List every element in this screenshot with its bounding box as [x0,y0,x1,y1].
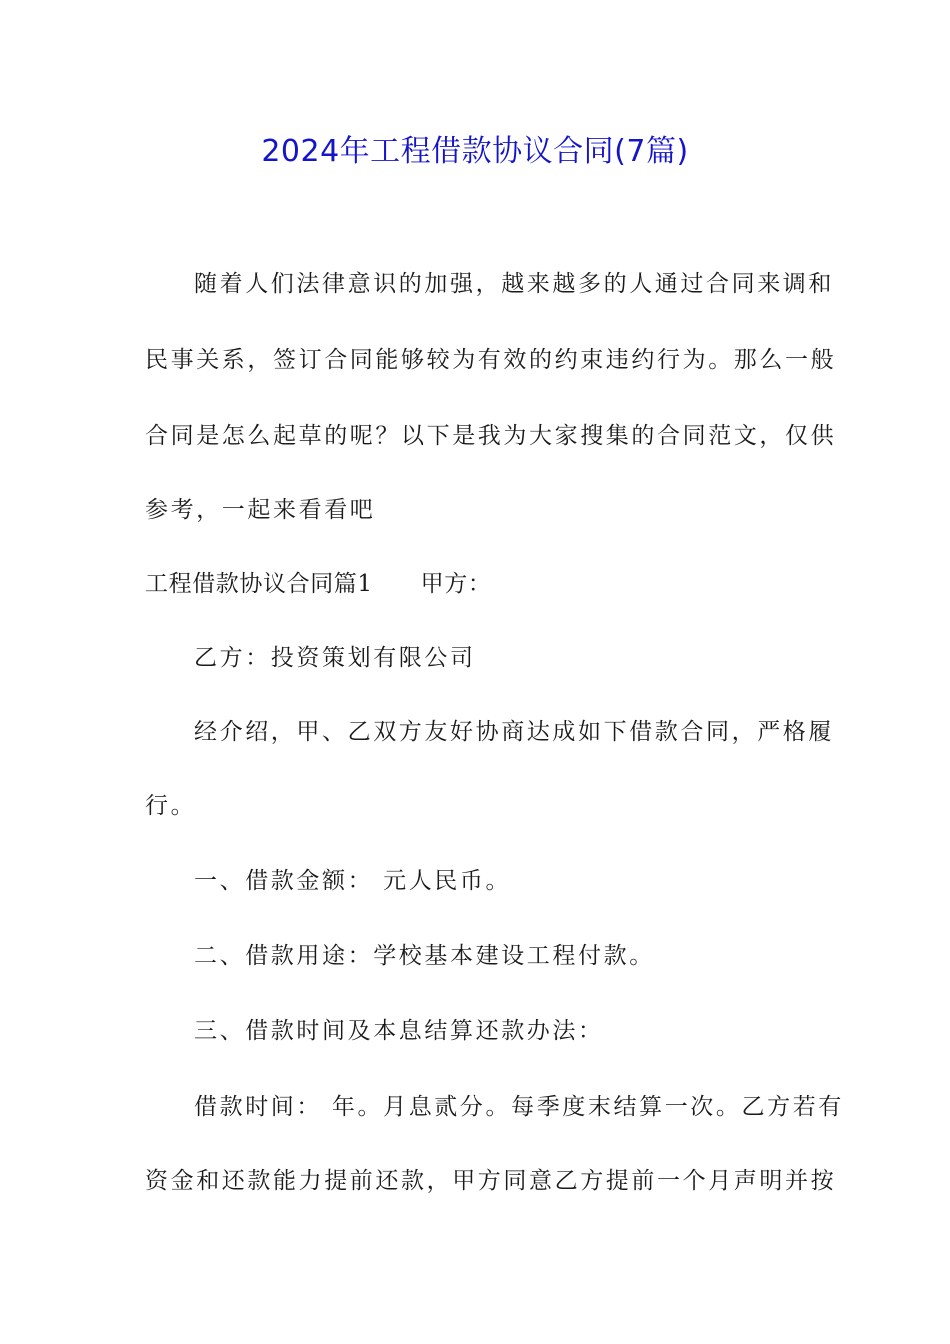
clause-2: 二、借款用途：学校基本建设工程付款。 [194,943,655,969]
section-heading: 工程借款协议合同篇1 [145,571,373,597]
clause-3-detail-line-1: 借款时间： 年。月息贰分。每季度末结算一次。乙方若有 [194,1094,844,1120]
party-b-line: 乙方：投资策划有限公司 [194,645,476,671]
intro-line-2: 民事关系，签订合同能够较为有效的约束违约行为。那么一般 [145,347,837,373]
para-intro-line-2: 行。 [145,793,197,819]
intro-line-3: 合同是怎么起草的呢？以下是我为大家搜集的合同范文，仅供 [145,423,837,449]
clause-3: 三、借款时间及本息结算还款办法： [194,1018,604,1044]
clause-1: 一、借款金额： 元人民币。 [194,868,512,894]
clause-3-detail-line-2: 资金和还款能力提前还款，甲方同意乙方提前一个月声明并按 [145,1168,837,1194]
section-heading-row [145,566,491,602]
intro-line-1: 随着人们法律意识的加强，越来越多的人通过合同来调和 [194,271,834,297]
intro-line-4: 参考，一起来看看吧 [145,497,376,523]
party-a-label: 甲方： [420,571,492,597]
para-intro-line-1: 经介绍，甲、乙双方友好协商达成如下借款合同，严格履 [194,719,834,745]
document-title: 2024年工程借款协议合同(7篇) [261,134,689,169]
